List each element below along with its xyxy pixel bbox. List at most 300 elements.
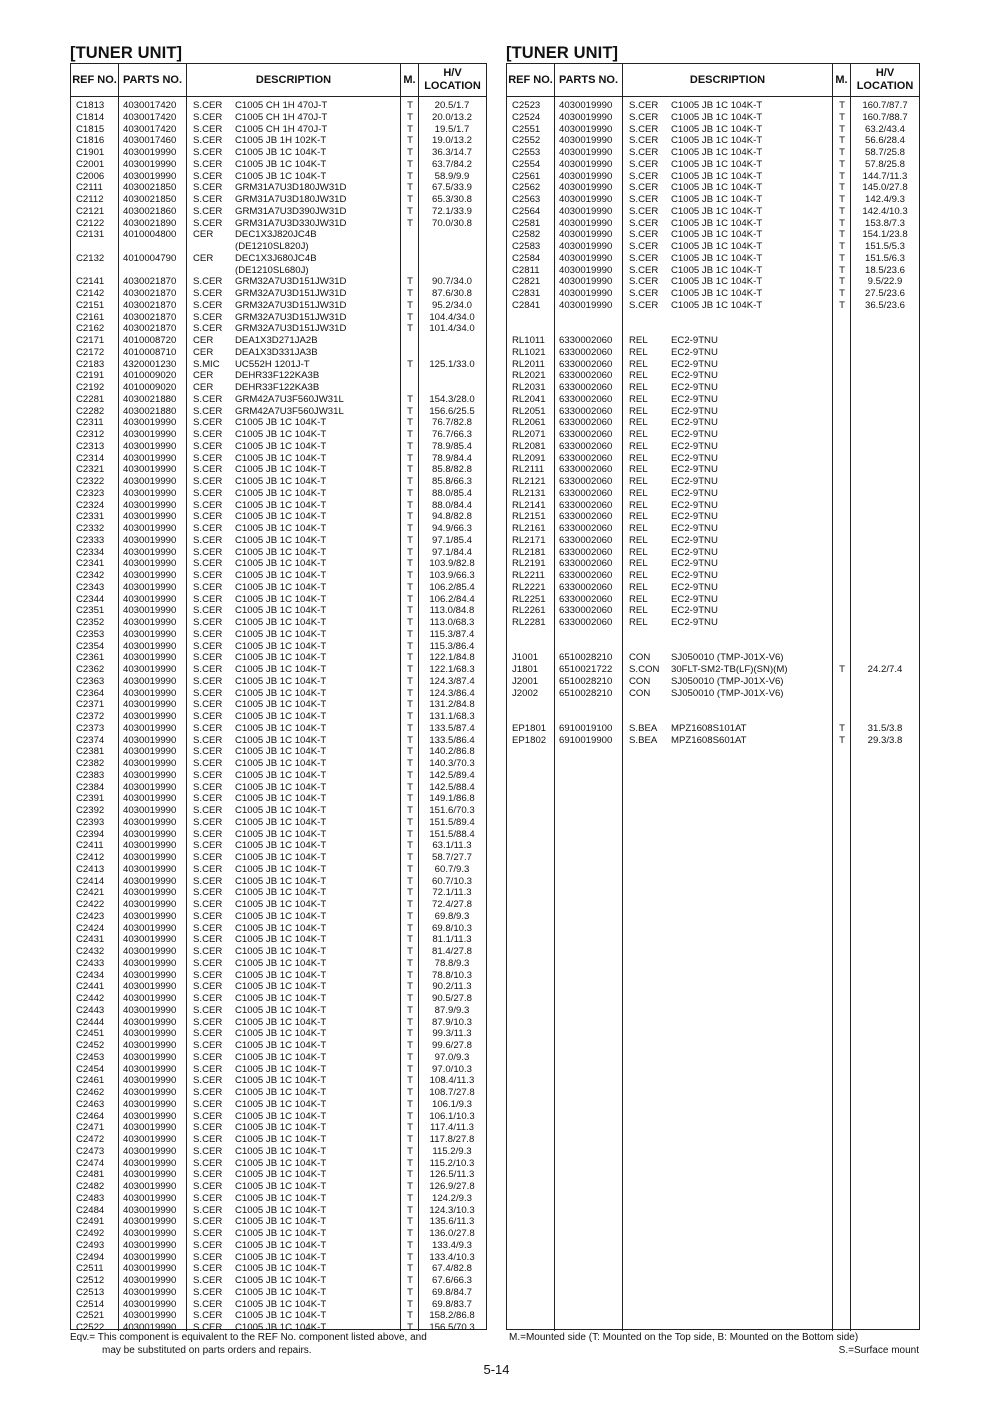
- description-cell: 30FLT-SM2-TB(LF)(SN)(M): [671, 664, 788, 675]
- table-row: [71, 335, 486, 347]
- table-row: [71, 112, 486, 124]
- location-cell: 117.4/11.3: [430, 1122, 474, 1134]
- part-type-cell: REL: [629, 570, 648, 581]
- parts-no-cell: 4030019990: [123, 1204, 177, 1216]
- location-cell: 133.4/9.3: [431, 1239, 472, 1251]
- ref-no-cell: C2811: [512, 264, 540, 276]
- part-type-cell: S.CER: [193, 323, 223, 335]
- part-type-cell: S.CER: [193, 1016, 223, 1028]
- ref-no-cell: C2332: [76, 523, 105, 534]
- ref-no-cell: C2282: [76, 405, 105, 417]
- description-cell: C1005 JB 1C 104K-T: [235, 675, 327, 687]
- part-type-cell: CON: [629, 652, 651, 664]
- mounted-side-cell: T: [839, 722, 845, 734]
- mounted-side-cell: T: [407, 781, 413, 793]
- location-cell: 154.1/23.8: [862, 229, 908, 241]
- footer-legend-line: M.=Mounted side (T: Mounted on the Top side, B: Mounted on the Bottom side): [509, 1332, 859, 1343]
- description-cell: C1005 JB 1C 104K-T: [235, 452, 327, 464]
- description-cell: C1005 JB 1C 104K-T: [671, 111, 763, 123]
- mounted-side-cell: T: [407, 476, 413, 487]
- ref-no-cell: C2121: [76, 205, 105, 217]
- parts-no-cell: 4030019990: [123, 570, 177, 581]
- ref-no-cell: C2581: [512, 217, 541, 229]
- location-cell: 67.6/66.3: [431, 1275, 472, 1286]
- description-cell: MPZ1608S101AT: [671, 722, 747, 734]
- part-type-cell: REL: [629, 405, 648, 417]
- ref-no-cell: C2494: [76, 1251, 105, 1263]
- part-type-cell: S.CER: [193, 429, 223, 440]
- table-row: [507, 182, 919, 194]
- ref-no-cell: C2513: [76, 1286, 105, 1298]
- mounted-side-cell: T: [407, 1145, 413, 1157]
- part-type-cell: S.CER: [193, 699, 223, 711]
- ref-no-cell: RL2031: [512, 382, 546, 393]
- parts-no-cell: 4030019990: [123, 946, 177, 957]
- description-cell: DEC1X3J680JC4B: [235, 252, 317, 264]
- description-cell: C1005 JB 1C 104K-T: [671, 276, 763, 288]
- part-type-cell: S.CER: [193, 1122, 223, 1134]
- part-type-cell: S.CER: [193, 922, 223, 934]
- description-cell: C1005 JB 1C 104K-T: [235, 1145, 327, 1157]
- part-type-cell: REL: [629, 452, 648, 464]
- mounted-side-cell: T: [407, 969, 413, 981]
- description-cell: EC2-9TNU: [671, 405, 718, 417]
- ref-no-cell: C2393: [76, 816, 105, 828]
- table-row: [71, 488, 486, 500]
- location-cell: 81.4/27.8: [431, 946, 472, 957]
- parts-no-cell: 4030019990: [123, 158, 177, 170]
- table-row: [71, 993, 486, 1005]
- table-row: [71, 946, 486, 958]
- parts-no-cell: 6910019100: [559, 722, 613, 734]
- parts-no-cell: 4030019990: [123, 1122, 177, 1134]
- table-row: [507, 558, 919, 570]
- table-row: [71, 276, 486, 288]
- description-cell: GRM32A7U3D151JW31D: [235, 323, 347, 335]
- description-cell: C1005 JB 1H 102K-T: [235, 135, 327, 147]
- part-type-cell: S.BEA: [629, 734, 658, 746]
- part-type-cell: S.MIC: [193, 358, 220, 370]
- parts-no-cell: 4010008710: [123, 346, 177, 358]
- mounted-side-cell: T: [407, 581, 413, 593]
- description-cell: GRM42A7U3F560JW31L: [235, 393, 344, 405]
- description-cell: C1005 JB 1C 104K-T: [235, 546, 327, 558]
- description-cell: C1005 JB 1C 104K-T: [235, 1251, 327, 1263]
- location-cell: 104.4/34.0: [429, 311, 475, 323]
- ref-no-cell: C2313: [76, 440, 105, 452]
- table-row: [71, 159, 486, 171]
- table-row: [507, 194, 919, 206]
- mounted-side-cell: T: [407, 1110, 413, 1122]
- description-cell: C1005 JB 1C 104K-T: [235, 1122, 327, 1134]
- ref-no-cell: C2374: [76, 734, 105, 746]
- part-type-cell: S.CER: [193, 722, 223, 734]
- table-row: [507, 735, 919, 747]
- description-cell: C1005 JB 1C 104K-T: [235, 170, 327, 182]
- ref-no-cell: C2514: [76, 1298, 105, 1310]
- table-row: [507, 323, 919, 335]
- description-cell: C1005 JB 1C 104K-T: [235, 1169, 327, 1181]
- part-type-cell: S.CER: [193, 393, 223, 405]
- part-type-cell: S.CER: [629, 100, 659, 111]
- table-row: [507, 711, 919, 723]
- table-row: [507, 511, 919, 523]
- description-cell: EC2-9TNU: [671, 617, 718, 628]
- ref-no-cell: C1814: [76, 111, 105, 123]
- table-row: [507, 429, 919, 441]
- ref-no-cell: C2472: [76, 1134, 105, 1145]
- ref-no-cell: C2411: [76, 840, 104, 852]
- parts-no-cell: 4030019990: [123, 1087, 177, 1098]
- ref-no-cell: C2343: [76, 581, 105, 593]
- location-cell: 72.4/27.8: [431, 899, 472, 910]
- location-cell: 151.5/89.4: [429, 816, 475, 828]
- description-cell: C1005 JB 1C 104K-T: [235, 429, 327, 440]
- table-row: [507, 535, 919, 547]
- parts-no-cell: 4030019990: [559, 241, 613, 252]
- location-cell: 18.5/23.6: [864, 264, 905, 276]
- location-cell: 95.2/34.0: [431, 299, 472, 311]
- header-parts-no: PARTS NO.: [555, 64, 623, 96]
- location-cell: 142.4/9.3: [864, 194, 905, 205]
- parts-no-cell: 4030019990: [123, 1239, 177, 1251]
- table-row: [71, 735, 486, 747]
- description-cell: GRM31A7U3D390JW31D: [235, 205, 347, 217]
- ref-no-cell: C2383: [76, 769, 105, 781]
- part-type-cell: REL: [629, 335, 648, 346]
- mounted-side-cell: T: [407, 546, 413, 558]
- table-row: [71, 582, 486, 594]
- part-type-cell: S.CER: [193, 640, 223, 652]
- description-cell: C1005 JB 1C 104K-T: [235, 1028, 327, 1040]
- ref-no-cell: RL2261: [512, 605, 546, 617]
- table-row: [71, 758, 486, 770]
- part-type-cell: S.CER: [193, 1310, 223, 1322]
- parts-no-cell: 6910019900: [559, 734, 613, 746]
- ref-no-cell: C1813: [76, 100, 105, 111]
- description-cell: C1005 JB 1C 104K-T: [235, 1228, 327, 1239]
- part-type-cell: S.CER: [193, 758, 223, 769]
- mounted-side-cell: T: [407, 393, 413, 405]
- table-row: [71, 359, 486, 371]
- parts-no-cell: 4030019990: [123, 922, 177, 934]
- part-type-cell: S.CER: [629, 229, 659, 241]
- description-cell: C1005 JB 1C 104K-T: [671, 205, 763, 217]
- parts-no-cell: 4030019990: [123, 581, 177, 593]
- table-row: [71, 723, 486, 735]
- table-row: [71, 1005, 486, 1017]
- parts-no-cell: 6510028210: [559, 652, 613, 664]
- table-row: [71, 312, 486, 324]
- location-cell: 97.1/84.4: [431, 546, 472, 558]
- mounted-side-cell: T: [407, 1239, 413, 1251]
- ref-no-cell: C2171: [76, 335, 105, 346]
- part-type-cell: S.CER: [629, 194, 659, 205]
- parts-no-cell: 4030021880: [123, 405, 177, 417]
- mounted-side-cell: T: [407, 299, 413, 311]
- description-cell: C1005 JB 1C 104K-T: [235, 711, 327, 722]
- description-cell: EC2-9TNU: [671, 370, 718, 382]
- ref-no-cell: C2462: [76, 1087, 105, 1098]
- mounted-side-cell: T: [839, 135, 845, 147]
- parts-no-cell: 6330002060: [559, 523, 613, 534]
- table-row: [507, 605, 919, 617]
- description-cell: C1005 JB 1C 104K-T: [671, 252, 763, 264]
- ref-no-cell: C2351: [76, 605, 105, 617]
- right-rows: [507, 100, 919, 746]
- description-cell: C1005 JB 1C 104K-T: [671, 100, 763, 111]
- mounted-side-cell: T: [839, 194, 845, 205]
- location-cell: 160.7/87.7: [862, 100, 908, 111]
- part-type-cell: S.CER: [193, 1063, 223, 1075]
- description-cell: C1005 JB 1C 104K-T: [671, 299, 763, 311]
- part-type-cell: S.CER: [193, 981, 223, 993]
- table-row: [71, 1099, 486, 1111]
- ref-no-cell: C2492: [76, 1228, 105, 1239]
- location-cell: 103.9/66.3: [429, 570, 475, 581]
- ref-no-cell: RL2121: [512, 476, 546, 487]
- table-row: [71, 923, 486, 935]
- parts-no-cell: 6330002060: [559, 499, 613, 511]
- description-cell: C1005 JB 1C 104K-T: [235, 734, 327, 746]
- description-cell: C1005 JB 1C 104K-T: [235, 1298, 327, 1310]
- parts-no-cell: 4030021890: [123, 217, 177, 229]
- description-cell: EC2-9TNU: [671, 452, 718, 464]
- table-row: [71, 1252, 486, 1264]
- ref-no-cell: C2111: [76, 182, 103, 194]
- location-cell: 65.3/30.8: [431, 194, 472, 205]
- part-type-cell: CON: [629, 675, 651, 687]
- part-type-cell: S.CER: [193, 1075, 223, 1087]
- ref-no-cell: RL1021: [512, 346, 546, 358]
- description-cell: C1005 JB 1C 104K-T: [235, 769, 327, 781]
- description-cell: C1005 JB 1C 104K-T: [235, 981, 327, 993]
- table-row: [71, 1193, 486, 1205]
- table-row: [507, 229, 919, 241]
- table-row: [507, 312, 919, 324]
- table-row: [71, 1299, 486, 1311]
- parts-no-cell: 4030019990: [123, 816, 177, 828]
- description-cell: GRM32A7U3D151JW31D: [235, 311, 347, 323]
- location-cell: 29.3/3.8: [867, 734, 903, 746]
- parts-no-cell: 4030019990: [123, 758, 177, 769]
- ref-no-cell: C2361: [76, 652, 105, 664]
- parts-no-cell: 4030019990: [123, 1157, 177, 1169]
- part-type-cell: S.CER: [193, 1228, 223, 1239]
- parts-no-cell: 4030019990: [123, 1298, 177, 1310]
- part-type-cell: S.CER: [193, 816, 223, 828]
- mounted-side-cell: T: [839, 299, 845, 311]
- table-row: [71, 746, 486, 758]
- table-row: [71, 911, 486, 923]
- location-cell: 117.8/27.8: [429, 1134, 475, 1145]
- part-type-cell: REL: [629, 534, 648, 546]
- ref-no-cell: C2484: [76, 1204, 105, 1216]
- table-row: [71, 981, 486, 993]
- location-cell: 108.4/11.3: [429, 1075, 475, 1087]
- parts-no-cell: 4030019990: [123, 805, 177, 816]
- location-cell: 99.3/11.3: [432, 1028, 472, 1040]
- parts-no-cell: 4030019990: [559, 194, 613, 205]
- description-cell: C1005 JB 1C 104K-T: [235, 1239, 327, 1251]
- description-cell: GRM31A7U3D180JW31D: [235, 194, 347, 205]
- mounted-side-cell: T: [839, 170, 845, 182]
- location-cell: 136.0/27.8: [429, 1228, 475, 1239]
- part-type-cell: S.CER: [193, 217, 223, 229]
- description-cell: C1005 JB 1C 104K-T: [235, 1216, 327, 1228]
- parts-no-cell: 4030019990: [123, 934, 177, 946]
- ref-no-cell: C2432: [76, 946, 105, 957]
- table-row: [71, 1052, 486, 1064]
- table-row: [507, 394, 919, 406]
- table-row: [71, 1111, 486, 1123]
- ref-no-cell: C2552: [512, 135, 541, 147]
- location-cell: 124.2/9.3: [431, 1192, 472, 1204]
- table-row: [507, 135, 919, 147]
- part-type-cell: S.CER: [193, 1181, 223, 1192]
- parts-no-cell: 6330002060: [559, 581, 613, 593]
- part-type-cell: S.CER: [193, 194, 223, 205]
- part-type-cell: S.CER: [193, 276, 223, 288]
- location-cell: 97.0/9.3: [434, 1051, 470, 1063]
- table-row: [71, 1275, 486, 1287]
- description-cell: C1005 JB 1C 104K-T: [235, 957, 327, 969]
- mounted-side-cell: T: [407, 1063, 413, 1075]
- description-cell: C1005 JB 1C 104K-T: [235, 523, 327, 534]
- ref-no-cell: C2563: [512, 194, 541, 205]
- part-type-cell: S.CER: [193, 828, 223, 840]
- footer-note-line: may be substituted on parts orders and repairs.: [102, 1345, 312, 1356]
- left-parts-table: [70, 63, 487, 1333]
- table-row: [71, 500, 486, 512]
- description-cell: C1005 JB 1C 104K-T: [235, 1157, 327, 1169]
- description-cell: C1005 JB 1C 104K-T: [235, 781, 327, 793]
- part-type-cell: CER: [193, 346, 214, 358]
- description-cell: EC2-9TNU: [671, 358, 718, 370]
- part-type-cell: S.CER: [193, 1263, 223, 1275]
- mounted-side-cell: T: [407, 828, 413, 840]
- location-cell: 76.7/66.3: [431, 429, 472, 440]
- table-row: [507, 124, 919, 136]
- left-table-body: [71, 97, 486, 1331]
- part-type-cell: S.CER: [629, 241, 659, 252]
- table-row: [71, 1158, 486, 1170]
- location-cell: 115.2/9.3: [432, 1145, 472, 1157]
- ref-no-cell: C2561: [512, 170, 541, 182]
- table-row: [507, 100, 919, 112]
- table-row: [507, 547, 919, 559]
- table-row: [71, 1169, 486, 1181]
- parts-no-cell: 4030019990: [123, 981, 177, 993]
- table-row: [71, 100, 486, 112]
- parts-no-cell: 4030019990: [559, 100, 613, 111]
- parts-no-cell: 4030019990: [123, 476, 177, 487]
- location-cell: 160.7/88.7: [862, 111, 908, 123]
- parts-no-cell: 4030019990: [559, 229, 613, 241]
- part-type-cell: REL: [629, 523, 648, 534]
- part-type-cell: REL: [629, 558, 648, 570]
- part-type-cell: S.CER: [193, 1239, 223, 1251]
- table-row: [71, 124, 486, 136]
- part-type-cell: REL: [629, 440, 648, 452]
- ref-no-cell: C2412: [76, 852, 105, 863]
- parts-no-cell: 4030019990: [123, 1028, 177, 1040]
- part-type-cell: S.CER: [629, 123, 659, 135]
- ref-no-cell: J2001: [512, 675, 539, 687]
- location-cell: 108.7/27.8: [429, 1087, 475, 1098]
- table-row: [71, 347, 486, 359]
- location-cell: 19.5/1.7: [434, 123, 470, 135]
- part-type-cell: S.CER: [193, 476, 223, 487]
- mounted-side-cell: T: [407, 182, 413, 194]
- ref-no-cell: C2471: [76, 1122, 105, 1134]
- parts-no-cell: 6330002060: [559, 476, 613, 487]
- parts-no-cell: 6330002060: [559, 335, 613, 346]
- ref-no-cell: C2172: [76, 346, 105, 358]
- ref-no-cell: RL2161: [512, 523, 546, 534]
- location-cell: 56.6/28.4: [864, 135, 905, 147]
- table-row: [507, 417, 919, 429]
- table-row: [71, 323, 486, 335]
- part-type-cell: CER: [193, 382, 214, 393]
- table-row: [71, 676, 486, 688]
- mounted-side-cell: T: [839, 111, 845, 123]
- ref-no-cell: C2564: [512, 205, 541, 217]
- location-cell: 106.1/9.3: [431, 1098, 472, 1110]
- table-row: [507, 359, 919, 371]
- description-cell: UC552H 1201J-T: [235, 358, 310, 370]
- location-cell: 72.1/33.9: [431, 205, 472, 217]
- description-cell: C1005 JB 1C 104K-T: [235, 1087, 327, 1098]
- table-row: [71, 288, 486, 300]
- location-cell: 58.7/25.8: [864, 147, 905, 158]
- table-row: [71, 147, 486, 159]
- mounted-side-cell: T: [407, 875, 413, 887]
- parts-no-cell: 6330002060: [559, 429, 613, 440]
- parts-no-cell: 4030021850: [123, 194, 177, 205]
- ref-no-cell: C2453: [76, 1051, 105, 1063]
- mounted-side-cell: T: [407, 910, 413, 922]
- description-cell: EC2-9TNU: [671, 429, 718, 440]
- description-cell: C1005 JB 1C 104K-T: [235, 640, 327, 652]
- ref-no-cell: RL2051: [512, 405, 546, 417]
- description-cell: EC2-9TNU: [671, 346, 718, 358]
- part-type-cell: CON: [629, 687, 651, 699]
- ref-no-cell: J1001: [512, 652, 539, 664]
- table-row: [507, 723, 919, 735]
- ref-no-cell: J1801: [512, 664, 539, 675]
- ref-no-cell: C2372: [76, 711, 105, 722]
- parts-no-cell: 4030019990: [123, 487, 177, 499]
- table-row: [71, 840, 486, 852]
- location-cell: 122.1/68.3: [429, 664, 475, 675]
- parts-no-cell: 4030019990: [123, 1216, 177, 1228]
- location-cell: 106.1/10.3: [429, 1110, 475, 1122]
- ref-no-cell: C2562: [512, 182, 541, 194]
- ref-no-cell: C2006: [76, 170, 105, 182]
- parts-no-cell: 4030019990: [123, 1051, 177, 1063]
- mounted-side-cell: T: [407, 311, 413, 323]
- mounted-side-cell: T: [407, 217, 413, 229]
- parts-no-cell: 4030019990: [123, 875, 177, 887]
- parts-no-cell: 4030019990: [123, 640, 177, 652]
- part-type-cell: S.CER: [193, 440, 223, 452]
- location-cell: 113.0/68.3: [429, 617, 475, 628]
- mounted-side-cell: T: [407, 499, 413, 511]
- parts-no-cell: 4030019990: [123, 664, 177, 675]
- footer-note-line: Eqv.= This component is equivalent to the REF No. component listed above, and: [70, 1332, 427, 1343]
- part-type-cell: S.CER: [193, 1098, 223, 1110]
